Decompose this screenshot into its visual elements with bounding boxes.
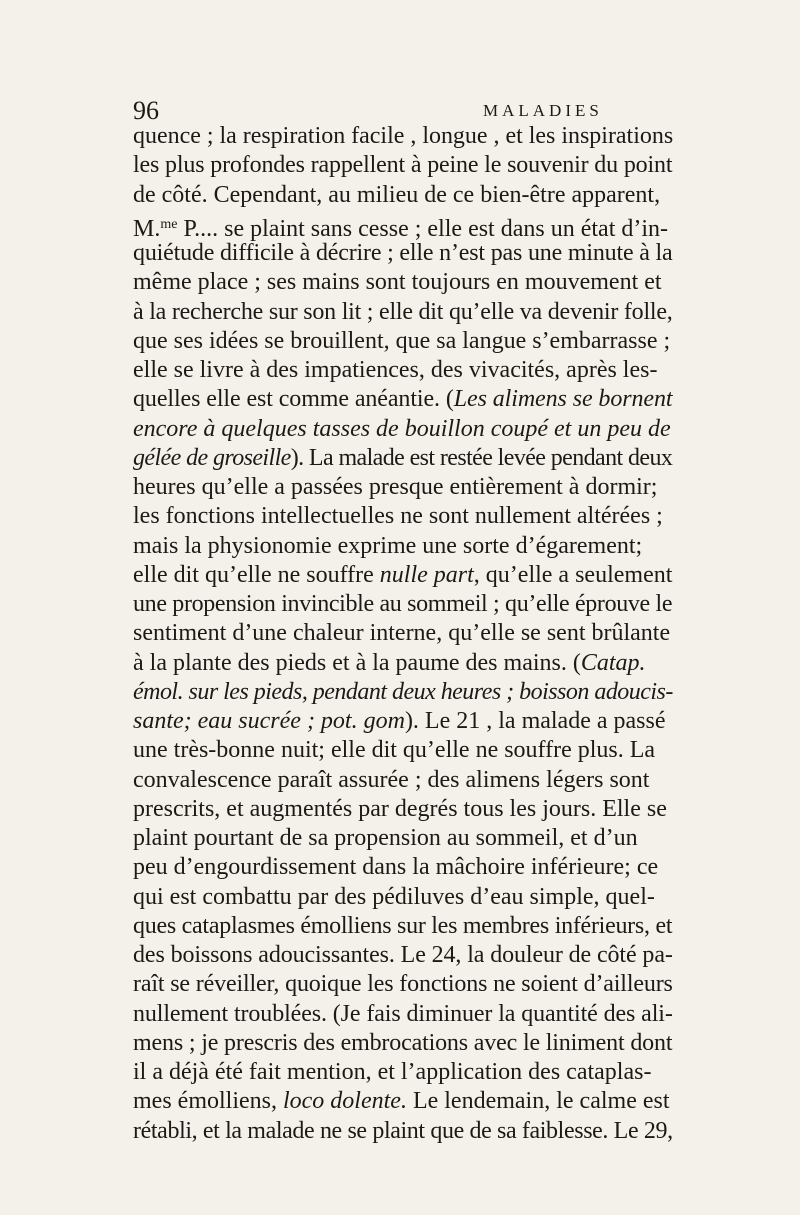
text-segment: que ses idées se brouillent, que sa langue s’embarrasse ; bbox=[133, 327, 671, 354]
text-segment: ). Le 21 , la malade a passé bbox=[404, 708, 666, 734]
text-segment: plaint pourtant de sa propension au sommeil, et d’un bbox=[133, 825, 638, 851]
page-number: 96 bbox=[133, 96, 159, 125]
text-segment: une très-bonne nuit; elle dit qu’elle ne souffre plus. La bbox=[133, 737, 656, 764]
text-line bbox=[133, 561, 673, 590]
text-segment: P.... se plaint sans cesse ; elle est dans un état d’in- bbox=[177, 215, 669, 242]
text-segment: à la recherche sur son lit ; elle dit qu’elle va devenir folle, bbox=[133, 298, 673, 325]
text-segment: rétabli, et la malade ne se plaint que de sa faiblesse. Le 29, bbox=[133, 1117, 673, 1144]
text-line bbox=[133, 1029, 673, 1058]
text-segment: les plus profondes rappellent à peine le souvenir du point bbox=[133, 152, 673, 179]
text-line bbox=[133, 883, 673, 912]
text-line bbox=[133, 678, 673, 707]
text-line bbox=[133, 444, 673, 473]
text-segment: Le lendemain, le calme est bbox=[406, 1088, 670, 1115]
text-segment: peu d’engourdissement dans la mâchoire inférieure; ce bbox=[133, 854, 659, 881]
text-line bbox=[133, 649, 673, 678]
text-line bbox=[133, 619, 673, 648]
text-segment: quelles elle est comme anéantie. ( bbox=[133, 386, 454, 413]
text-segment: nullement troublées. (Je fais diminuer la quantité des ali- bbox=[133, 1000, 673, 1027]
text-line bbox=[133, 415, 673, 444]
text-line bbox=[133, 356, 673, 385]
text-line bbox=[133, 298, 673, 327]
text-segment: elle dit qu’elle ne souffre bbox=[133, 561, 380, 588]
text-line bbox=[133, 853, 673, 882]
text-line bbox=[133, 1087, 673, 1116]
text-segment: mais la physionomie exprime une sorte d’égarement; bbox=[133, 532, 643, 559]
superscript-segment: me bbox=[160, 216, 178, 232]
italic-segment: gélée de groseille bbox=[133, 444, 291, 471]
text-line bbox=[133, 941, 673, 970]
text-segment: ). La malade est restée levée pendant deux bbox=[290, 444, 673, 471]
text-segment: une propension invincible au sommeil ; qu’elle éprouve le bbox=[133, 591, 673, 617]
text-line bbox=[133, 707, 673, 736]
italic-segment: encore à quelques tasses de bouillon coupé et un peu de bbox=[133, 415, 671, 442]
text-line bbox=[133, 795, 673, 824]
text-segment: convalescence paraît assurée ; des alimens légers sont bbox=[133, 766, 650, 793]
text-line bbox=[133, 181, 673, 210]
text-segment: qui est combattu par des pédiluves d’eau simple, quel- bbox=[133, 883, 655, 910]
text-line bbox=[133, 385, 673, 414]
text-segment: à la plante des pieds et à la paume des mains. ( bbox=[133, 649, 581, 676]
italic-segment: Catap. bbox=[580, 649, 646, 676]
text-line bbox=[133, 970, 673, 999]
text-line bbox=[133, 502, 673, 531]
text-line bbox=[133, 122, 673, 151]
text-line bbox=[133, 532, 673, 561]
text-segment: de côté. Cependant, au milieu de ce bien-être apparent, bbox=[133, 181, 661, 208]
italic-segment: loco dolente. bbox=[282, 1088, 407, 1115]
text-line bbox=[133, 1000, 673, 1029]
text-segment: elle se livre à des impatiences, des vivacités, après les- bbox=[133, 357, 658, 383]
text-segment: raît se réveiller, quoique les fonctions ne soient d’ailleurs bbox=[133, 971, 673, 998]
text-segment: prescrits, et augmentés par degrés tous les jours. Elle se bbox=[133, 795, 667, 822]
running-head: MALADIES bbox=[483, 101, 603, 120]
text-line bbox=[133, 912, 673, 941]
text-segment: même place ; ses mains sont toujours en mouvement et bbox=[133, 269, 662, 296]
text-segment: , qu’elle a seulement bbox=[473, 561, 673, 588]
text-line bbox=[133, 473, 673, 502]
italic-segment: nulle part bbox=[379, 561, 474, 588]
text-line bbox=[133, 1058, 673, 1087]
text-line bbox=[133, 210, 673, 242]
text-line bbox=[133, 268, 673, 297]
text-segment: des boissons adoucissantes. Le 24, la douleur de côté pa- bbox=[133, 942, 673, 968]
text-segment: quence ; la respiration facile , longue , et les inspirations bbox=[133, 123, 674, 149]
text-segment: les fonctions intellectuelles ne sont nullement altérées ; bbox=[133, 503, 663, 530]
text-line bbox=[133, 327, 673, 356]
text-segment: sentiment d’une chaleur interne, qu’elle se sent brûlante bbox=[133, 620, 671, 647]
text-line bbox=[133, 590, 673, 619]
text-segment: ques cataplasmes émolliens sur les membres inférieurs, et bbox=[133, 912, 673, 939]
text-line bbox=[133, 151, 673, 180]
text-segment: M. bbox=[133, 215, 161, 242]
text-segment: quiétude difficile à décrire ; elle n’est pas une minute à la bbox=[133, 240, 673, 266]
italic-segment: sante; eau sucrée ; pot. gom bbox=[133, 708, 405, 734]
text-line bbox=[133, 1117, 673, 1146]
text-line bbox=[133, 736, 673, 765]
text-segment: il a déjà été fait mention, et l’application des cataplas- bbox=[133, 1059, 652, 1085]
text-line bbox=[133, 239, 673, 268]
text-line bbox=[133, 824, 673, 853]
italic-segment: Les alimens se bornent bbox=[453, 386, 673, 413]
text-segment: mens ; je prescris des embrocations avec le liniment dont bbox=[133, 1029, 673, 1056]
text-segment: mes émolliens, bbox=[133, 1088, 283, 1115]
italic-segment: émol. sur les pieds, pendant deux heures ; boisson adoucis- bbox=[133, 678, 673, 705]
text-segment: heures qu’elle a passées presque entièrement à dormir; bbox=[133, 474, 658, 500]
text-line bbox=[133, 766, 673, 795]
body-text bbox=[133, 122, 673, 1146]
